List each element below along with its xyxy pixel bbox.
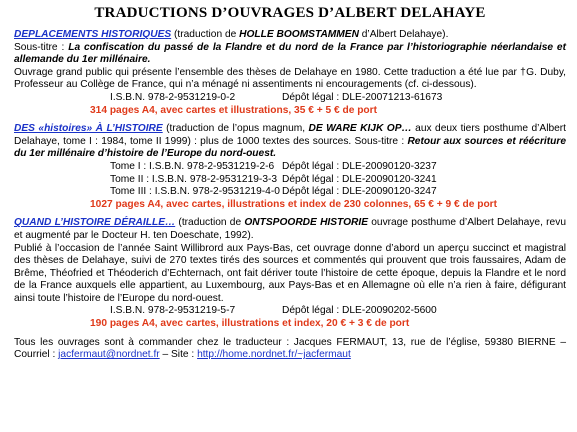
depot-legal: Dépôt légal : DLE-20090120-3247 bbox=[282, 186, 437, 198]
volume-row bbox=[14, 161, 566, 174]
depot-legal: Dépôt légal : DLE-20090120-3237 bbox=[282, 160, 437, 172]
entry-intro bbox=[14, 123, 566, 161]
email-link[interactable]: jacfermaut@nordnet.fr bbox=[58, 349, 160, 361]
intro-text: (traduction de bbox=[175, 217, 245, 229]
depot-legal: Dépôt légal : DLE-20090202-5600 bbox=[282, 305, 437, 317]
entry-heading: QUAND L’HISTOIRE DÉRAILLE… bbox=[14, 217, 176, 229]
subtitle-prefix: Sous-titre : bbox=[14, 41, 69, 53]
original-title: ONTSPOORDE HISTORIE bbox=[244, 217, 368, 229]
entry-histoires bbox=[14, 123, 566, 211]
entry-description: Publié à l’occasion de l’année Saint Willibrord aux Pays-Bas, cet ouvrage donne d’abord un aperçu succinct et magistral des thèses de Delahaye, suivi de 270 textes tirés des sources et commentés qui prouvent que trois faussaires, Adam de Brême, Théofried et Théoderich d’Echternach, ont fait dériver toute l’histoire de cette époque, depuis la Flandre et le nord de la France auxquels elle appartient, au Luxembourg, aux Pays-Bas et en Allemagne où elle n’a rien à faire, défigurant ainsi toute l’histoire de l’Europe du nord-ouest. bbox=[14, 242, 566, 304]
document bbox=[14, 4, 566, 362]
original-title: DE WARE KIJK OP… bbox=[308, 123, 412, 135]
entry-description: Ouvrage grand public qui présente l’ensemble des thèses de Delahaye en 1980. Cette traduction a été lue par †G. Duby, Professeur au Collège de France, qui n’a ménagé ni assentiments ni encouragements (cf. ci-dessous). bbox=[14, 66, 566, 91]
volume-isbn: Tome III : I.S.B.N. 978-2-9531219-4-0 bbox=[110, 186, 280, 198]
subtitle-text: La confiscation du passé de la Flandre et du nord de la France par l’historiographie néerlandaise et allemande du 1er millénaire. bbox=[14, 41, 566, 66]
isbn-row bbox=[14, 305, 566, 318]
website-link[interactable]: http://home.nordnet.fr/~jacfermaut bbox=[197, 349, 351, 361]
intro-text: aux deux tiers posthume d’Albert Delahaye, tome I : 1984, tome II 1999) : plus de 1000 textes des sources. Sous-titre : bbox=[14, 123, 567, 147]
original-title: HOLLE BOOMSTAMMEN bbox=[239, 29, 359, 40]
depot-legal: Dépôt légal : DLE-20071213-61673 bbox=[282, 91, 443, 103]
entry-heading: DES «histoires» À L’HISTOIRE bbox=[14, 123, 163, 135]
entry-quand-lhistoire bbox=[14, 217, 566, 330]
price-line: 190 pages A4, avec cartes, illustrations et index, 20 € + 3 € de port bbox=[90, 318, 410, 330]
isbn-row bbox=[14, 92, 566, 105]
subtitle-text: Retour aux sources et réécriture du 1er millénaire d’histoire de l’Europe du nord-ouest. bbox=[14, 135, 566, 160]
intro-text: ouvrage posthume d’Albert Delahaye, revu et augmenté par le Docteur H. ten Doeschate, 1992). bbox=[14, 217, 566, 241]
entry-deplacements bbox=[14, 29, 566, 117]
entry-heading: DEPLACEMENTS HISTORIQUES bbox=[14, 29, 172, 40]
volume-isbn: Tome II : I.S.B.N. 978-2-9531219-3-3 bbox=[110, 173, 278, 185]
order-info bbox=[14, 337, 566, 362]
intro-text: (traduction de bbox=[171, 29, 240, 40]
depot-legal: Dépôt légal : DLE-20090120-3241 bbox=[282, 173, 437, 185]
order-text: Tous les ouvrages sont à commander chez le traducteur : Jacques FERMAUT, 13, rue de l’église, 59380 BIERNE – Courriel : bbox=[14, 336, 566, 361]
intro-text: d’Albert Delahaye). bbox=[358, 29, 449, 40]
entry-subtitle bbox=[14, 42, 566, 67]
entry-intro bbox=[14, 217, 566, 242]
price-line: 314 pages A4, avec cartes et illustrations, 35 € + 5 € de port bbox=[90, 104, 377, 116]
isbn: I.S.B.N. 978-2-9531219-5-7 bbox=[110, 305, 236, 317]
page-title: TRADUCTIONS D’OUVRAGES D’ALBERT DELAHAYE bbox=[94, 5, 486, 21]
volume-row bbox=[14, 186, 566, 199]
isbn: I.S.B.N. 978-2-9531219-0-2 bbox=[110, 91, 236, 103]
volume-row bbox=[14, 174, 566, 187]
volume-isbn: Tome I : I.S.B.N. 978-2-9531219-2-6 bbox=[110, 160, 275, 172]
intro-text: (traduction de l’opus magnum, bbox=[162, 123, 309, 135]
order-text: – Site : bbox=[159, 349, 198, 361]
entry-intro bbox=[14, 29, 566, 42]
price-line: 1027 pages A4, avec cartes, illustrations et index de 230 colonnes, 65 € + 9 € de port bbox=[90, 198, 498, 210]
